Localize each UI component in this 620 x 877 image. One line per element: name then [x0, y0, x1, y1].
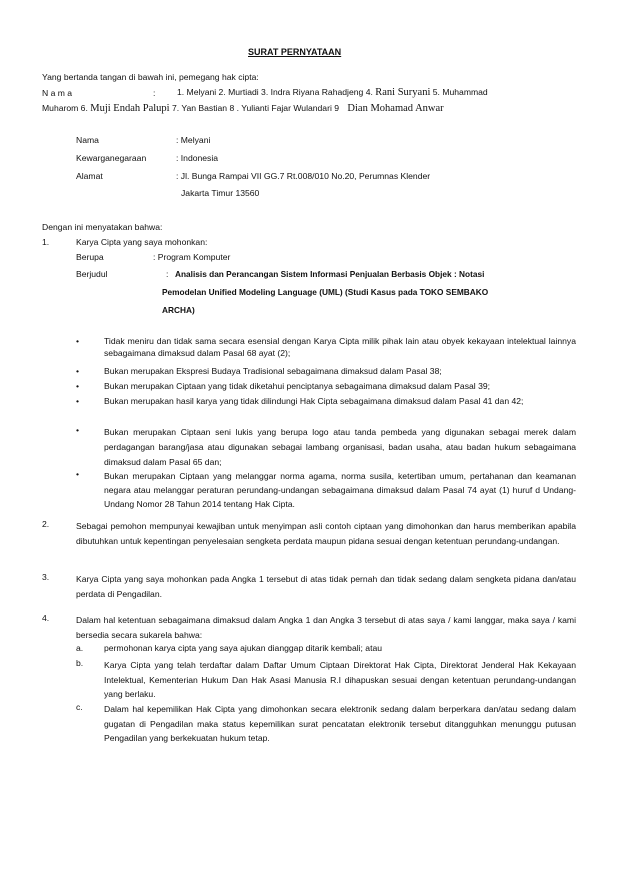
nama-line-1-a: 1. Melyani 2. Murtiadi 3. Indra Riyana Rahadjeng 4. [177, 87, 373, 97]
bullet-item: Bukan merupakan Ekspresi Budaya Tradisional sebagaimana dimaksud dalam Pasal 38; [104, 366, 442, 376]
sub-item-text: Karya Cipta yang telah terdaftar dalam Daftar Umum Ciptaan Direktorat Hak Cipta, Direktorat Jenderal Hak Kekayaan Intelektual, Kementerian Hukum Dan Hak Asasi Manusia R.I dihapuskan sesuai dengan ketentuan perundang-undangan yang berlaku. [104, 660, 576, 699]
item-2-text: Sebagai pemohon mempunyai kewajiban untuk menyimpan asli contoh ciptaan yang dimohonkan dan harus memberikan apabila dibutuhkan untuk kepentingan penyelesaian sengketa perdata maupun pidana sesuai dengan ketentuan perundang-undangan. [76, 521, 576, 546]
bullet-marker: • [76, 381, 80, 391]
identity-label-kewarganegaraan: Kewarganegaraan [76, 153, 147, 163]
berupa-label: Berupa [76, 252, 104, 262]
nama-line-1 [177, 86, 488, 100]
berjudul-line-1: Analisis dan Perancangan Sistem Informasi Penjualan Berbasis Objek : Notasi [175, 269, 485, 279]
nama-line-2-d: Dian Mohamad Anwar [347, 103, 444, 114]
item-4-number: 4. [42, 613, 50, 623]
nama-line-2-b: Muji Endah Palupi [90, 103, 170, 114]
bullet-marker: • [76, 366, 80, 376]
bullet-item: Tidak meniru dan tidak sama secara esensial dengan Karya Cipta milik pihak lain atau obyek kekayaan intelektual lainnya sebagaimana dimaksud dalam Pasal 68 ayat (2); [104, 336, 576, 358]
alamat-line-2: Jakarta Timur 13560 [181, 188, 260, 198]
item-3-text: Karya Cipta yang saya mohonkan pada Angka 1 tersebut di atas tidak pernah dan tidak sedang dalam sengketa pidana dan/atau perdata di Pengadilan. [76, 574, 576, 599]
nama-colon: : [153, 88, 156, 98]
sub-item-text: Dalam hal kepemilikan Hak Cipta yang dimohonkan secara elektronik sedang dalam berperkara dan/atau sedang dalam gugatan di Pengadilan maka status kepemilikan surat pencatatan elektronik tersebut ditangguhkan menunggu putusan Pengadilan yang berkekuatan hukum tetap. [104, 704, 576, 743]
nama-line-2 [42, 102, 444, 116]
berjudul-label: Berjudul [76, 269, 108, 279]
nama-line-2-c: 7. Yan Bastian 8 . Yulianti Fajar Wulandari 9 [171, 103, 340, 113]
identity-label-nama: Nama [76, 135, 99, 145]
item-1-number: 1. [42, 237, 50, 247]
nama-line-1-c: 5. Muhammad [432, 87, 488, 97]
nama-label: N a m a [42, 88, 73, 98]
statement-intro: Dengan ini menyatakan bahwa: [42, 222, 163, 232]
bullet-item: Bukan merupakan Ciptaan yang melanggar norma agama, norma susila, ketertiban umum, pertahanan dan keamanan negara atau melanggar peraturan perundang-undangan sebagaimana dimaksud dalam Pasal 74 ayat (1) huruf d Undang-Undang Nomor 28 Tahun 2014 tentang Hak Cipta. [104, 471, 576, 509]
intro-text: Yang bertanda tangan di bawah ini, pemegang hak cipta: [42, 72, 259, 82]
identity-label-alamat: Alamat [76, 171, 103, 181]
bullet-marker: • [76, 336, 80, 346]
sub-item-text: permohonan karya cipta yang saya ajukan dianggap ditarik kembali; atau [104, 643, 383, 653]
item-3-number: 3. [42, 572, 50, 582]
item-2-number: 2. [42, 519, 50, 529]
identity-value-kewarganegaraan: : Indonesia [176, 153, 219, 163]
item-4-text: Dalam hal ketentuan sebagaimana dimaksud dalam Angka 1 dan Angka 3 tersebut di atas saya / kami langgar, maka saya / kami bersedia secara sukarela bahwa: [76, 615, 576, 640]
berjudul-colon: : [166, 269, 169, 279]
nama-line-1-b: Rani Suryani [375, 87, 431, 98]
sub-item-letter: a. [76, 643, 84, 653]
bullet-marker: • [76, 396, 80, 406]
bullet-item: Bukan merupakan Ciptaan yang tidak diketahui penciptanya sebagaimana dimaksud dalam Pasal 39; [104, 381, 491, 391]
bullet-marker: • [76, 469, 80, 479]
nama-line-2-a: Muharom 6. [42, 103, 88, 113]
document-title: SURAT PERNYATAAN [248, 47, 342, 57]
identity-value-alamat: : Jl. Bunga Rampai VII GG.7 Rt.008/010 No.20, Perumnas Klender [176, 171, 431, 181]
sub-item-letter: b. [76, 658, 84, 668]
berjudul-line-3: ARCHA) [162, 305, 195, 315]
berupa-value: : Program Komputer [153, 252, 231, 262]
bullet-item: Bukan merupakan Ciptaan seni lukis yang berupa logo atau tanda pembeda yang digunakan sebagai merek dalam perdagangan barang/jasa atau digunakan sebagai lambang organisasi, badan usaha, atau badan hukum sebagaimana dimaksud dalam Pasal 65 dan; [104, 427, 576, 467]
identity-value-nama: : Melyani [176, 135, 211, 145]
item-1-text: Karya Cipta yang saya mohonkan: [76, 237, 208, 247]
bullet-item: Bukan merupakan hasil karya yang tidak dilindungi Hak Cipta sebagaimana dimaksud dalam Pasal 41 dan 42; [104, 396, 524, 406]
bullet-marker: • [76, 425, 80, 435]
sub-item-letter: c. [76, 702, 83, 712]
berjudul-line-2: Pemodelan Unified Modeling Language (UML) (Studi Kasus pada TOKO SEMBAKO [162, 287, 489, 297]
